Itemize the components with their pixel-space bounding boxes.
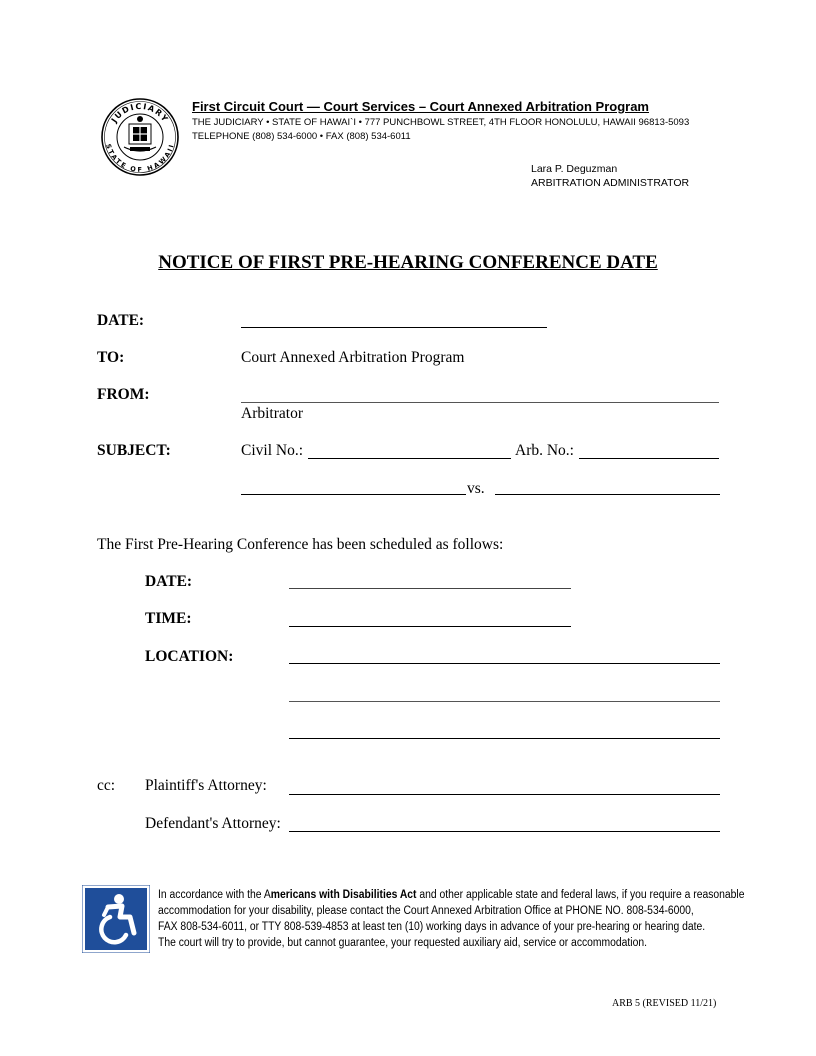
header-phone: TELEPHONE (808) 534-6000 • FAX (808) 534-6011 (192, 131, 411, 142)
ada-line-3: FAX 808-534-6011, or TTY 808-539-4853 at least ten (10) working days in advance of your pre-hearing or hearing date. (158, 921, 706, 933)
sched-date-field[interactable] (289, 588, 571, 589)
location-field-3[interactable] (289, 738, 720, 739)
accessibility-icon (82, 885, 150, 953)
header-title: First Circuit Court — Court Services – Court Annexed Arbitration Program (192, 99, 649, 114)
sched-time-field[interactable] (289, 626, 571, 627)
seal-icon (100, 97, 180, 177)
defendant-party-field[interactable] (495, 494, 720, 495)
sched-location-label: LOCATION: (145, 648, 234, 665)
arb-no-field[interactable] (579, 458, 719, 459)
from-field[interactable] (241, 402, 719, 403)
form-title: NOTICE OF FIRST PRE-HEARING CONFERENCE DATE (158, 252, 658, 273)
ada-line-4: The court will try to provide, but cannot guarantee, your requested auxiliary aid, service or accommodation. (158, 937, 648, 949)
date-label: DATE: (97, 312, 145, 329)
ada-line-2: accommodation for your disability, please contact the Court Annexed Arbitration Office at PHONE NO. 808-534-6000, (158, 905, 694, 917)
plaintiff-attorney-label: Plaintiff's Attorney: (145, 777, 267, 794)
ada-line-1: In accordance with the Americans with Disabilities Act and other applicable state and federal laws, if you require a reasonable (158, 889, 745, 901)
subject-label: SUBJECT: (97, 442, 171, 459)
header-address: THE JUDICIARY • STATE OF HAWAI`I • 777 PUNCHBOWL STREET, 4TH FLOOR HONOLULU, HAWAII 96813-5093 (192, 117, 690, 128)
cc-label: cc: (97, 777, 116, 794)
seal-text-top: JUDICIARY (109, 101, 171, 125)
admin-title: ARBITRATION ADMINISTRATOR (531, 177, 690, 189)
plaintiff-attorney-field[interactable] (289, 794, 720, 795)
civil-no-label: Civil No.: (241, 442, 304, 459)
date-field[interactable] (241, 327, 547, 328)
judiciary-seal (100, 97, 180, 177)
admin-name: Lara P. Deguzman (531, 163, 618, 175)
sched-date-label: DATE: (145, 573, 193, 590)
defendant-attorney-field[interactable] (289, 831, 720, 832)
form-code: ARB 5 (REVISED 11/21) (612, 998, 717, 1009)
arb-no-label: Arb. No.: (515, 442, 574, 459)
from-caption: Arbitrator (241, 405, 303, 422)
from-label: FROM: (97, 386, 150, 403)
location-field-1[interactable] (289, 663, 720, 664)
defendant-attorney-label: Defendant's Attorney: (145, 815, 281, 832)
ada-notice (82, 885, 150, 953)
to-value: Court Annexed Arbitration Program (241, 349, 465, 366)
sched-time-label: TIME: (145, 610, 192, 627)
to-label: TO: (97, 349, 125, 366)
seal-text-bottom: STATE OF HAWAII (104, 142, 176, 174)
location-field-2[interactable] (289, 701, 720, 702)
plaintiff-party-field[interactable] (241, 494, 466, 495)
scheduled-text: The First Pre-Hearing Conference has been scheduled as follows: (97, 536, 504, 553)
vs-label: vs. (467, 480, 485, 497)
civil-no-field[interactable] (308, 458, 511, 459)
